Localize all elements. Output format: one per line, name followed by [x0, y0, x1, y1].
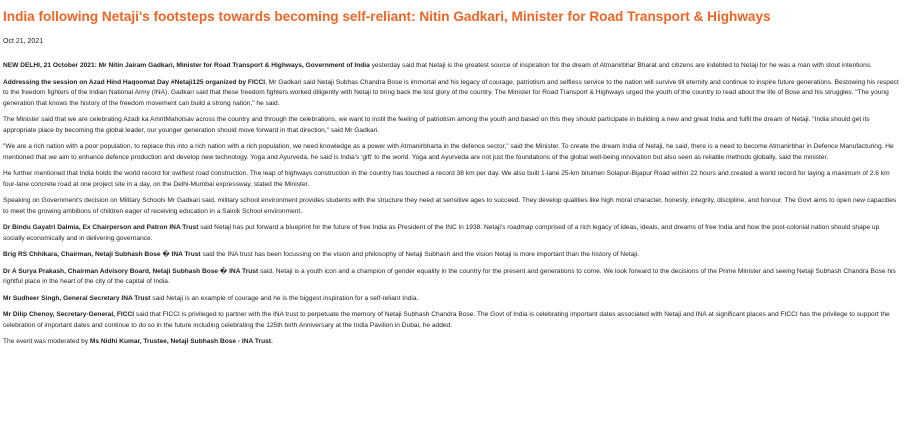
paragraph-text: yesterday said that Netaji is the greatest source of inspiration for the dream of Atmanirbhar Bharat and citizens are indebted to Netaji for he was a man with stout intentions. [369, 62, 872, 69]
article-title: India following Netaji's footsteps towards becoming self-reliant: Nitin Gadkari, Minister for Road Transport & Highways [3, 9, 771, 24]
article-paragraph [3, 250, 902, 261]
article-paragraph [3, 223, 902, 244]
paragraph-lead: Addressing the session on Azad Hind Haqoomat Day #Netaji125 organized by FICCI [3, 78, 266, 86]
article-paragraph [3, 115, 902, 136]
article-paragraph [3, 310, 902, 331]
paragraph-text: , Mr Gadkari said Netaji Subhas Chandra Bose is immortal and his legacy of courage, patriotism and selfless service to the nation will survive till eternity and continue to inspire future generations. Bestowing his respect to the freedom fighters of the Indian National Army (INA), Gadkari said that these freedom fighters worked diligently with Netaji to bring back the lost glory of the country. The Minister for Road Transport & Highways urged the youth of the country to read about the life of Bose and his struggles. "The young generation that knows the history of the freedom movement can build a strong nation," he said. [3, 78, 899, 107]
paragraph-lead: Dr A Surya Prakash, Chairman Advisory Board, Netaji Subhash Bose � INA Trust [3, 267, 259, 275]
paragraph-text: He further mentioned that India holds the world record for swiftest road construction. The leap of highways construction in the country has touched a record 38 km per day. We also built 1-lane 25-km bitumen Solapur-Bijapur Road within 22 hours and created a world record for laying a maximum of 2.6 km four-lane concrete road at one project site in a day, on the Delhi-Mumbai expressway, stated the Minister. [3, 170, 890, 188]
article-paragraph [3, 142, 902, 163]
paragraph-text: said that FICCI is privileged to partner with the INA trust to perpetuate the memory of Netaji Subhash Chandra Bose. The Govt of India is celebrating important dates associated with Netaji and INA at significant places and FICCI has the privilege to support the celebration of important dates and continue to do so in the future including celebrating the 125th birth Anniversary at the India Pavilion in Dubai, he added. [3, 311, 890, 329]
paragraph-text: said Netaji is an example of courage and he is the biggest inspiration for a self-reliant India. [150, 294, 419, 302]
paragraph-text: said Netaji has put forward a blueprint for the future of free India as President of the INC in 1938. Netaji's roadmap comprised of a rich legacy of ideas, ideals, and dreams of free India and how the post-colonial nation should shape up socially economically and in delivering governance. [3, 224, 880, 242]
paragraph-text: The event was moderated by [3, 338, 90, 345]
paragraph-text: said the INA trust has been focussing on the vision and philosophy of Netaji Subhash and the vision Netaji is more important than the history of Netaji. [200, 251, 639, 258]
article-paragraph [3, 169, 902, 190]
article-paragraph [3, 61, 902, 72]
paragraph-text: Speaking on Government's decision on Military Schools Mr Gadkari said, military school environment provides students with the structure they need at sensitive ages to succeed. They develop qualities like high moral character, honesty, integrity, discipline, and honour. The Govt aims to open new capacities to meet the growing ambitions of children eager of receiving education in a Sainik School environment. [3, 197, 897, 215]
paragraph-lead: Dr Bindu Gayatri Dalmia, Ex Chairperson and Patron INA Trust [3, 224, 199, 231]
moderator-name: Ms Nidhi Kumar, Trustee, Netaji Subhash Bose - INA Trust. [89, 338, 273, 345]
article-paragraph [3, 78, 902, 110]
article-paragraph [3, 294, 902, 305]
article-paragraph [3, 337, 902, 348]
article-body [3, 61, 902, 348]
article-paragraph [3, 267, 902, 288]
paragraph-lead: NEW DELHI, 21 October 2021: Mr Nitin Jairam Gadkari, Minister for Road Transport & Highways, Government of India [3, 62, 370, 69]
paragraph-lead: Mr Dilip Chenoy, Secretary-General, FICCI [3, 311, 135, 318]
paragraph-text: The Minister said that we are celebrating Azadi ka AmritMahotsav across the country and through the celebrations, we want to instil the feeling of patriotism among the youth and based on this they should participate in building a new and great India and fulfil the dream of Netaji. "India should get its appropriate place by becoming the global leader, our younger generation should move forward in that direction," said Mr Gadkari. [3, 116, 870, 134]
article-date: Oct 21, 2021 [3, 38, 44, 45]
paragraph-lead: Brig RS Chhikara, Chairman, Netaji Subhash Bose � INA Trust [3, 251, 201, 258]
paragraph-text: "We are a rich nation with a poor population, to replace this into a rich nation with a rich population, we need knowledge as a power with Atmanirbharta in the defence sector," said the Minister. To create the dream India of Netaji, he said, there is a need to become Atmanirbhar in Defence Manufacturing. He mentioned that we aim to enhance defence production and develop new technology. Yoga and Ayurveda, he said is India's 'gift' to the world. Yoga and Ayurveda are not just the foundations of the global well-being innovation but also seen as reliable methods globally, said the minister. [3, 143, 894, 161]
paragraph-text: said, Netaji is a youth icon and a champion of gender equality in the country for the present and generations to come. We look forward to the decisions of the Prime Minister and seeing Netaji Subhash Chandra Bose his rightful place in the heart of the city of the capital of India. [3, 267, 896, 285]
paragraph-lead: Mr Sudheer Singh, General Secretary INA Trust [3, 294, 151, 302]
article-paragraph [3, 196, 902, 217]
